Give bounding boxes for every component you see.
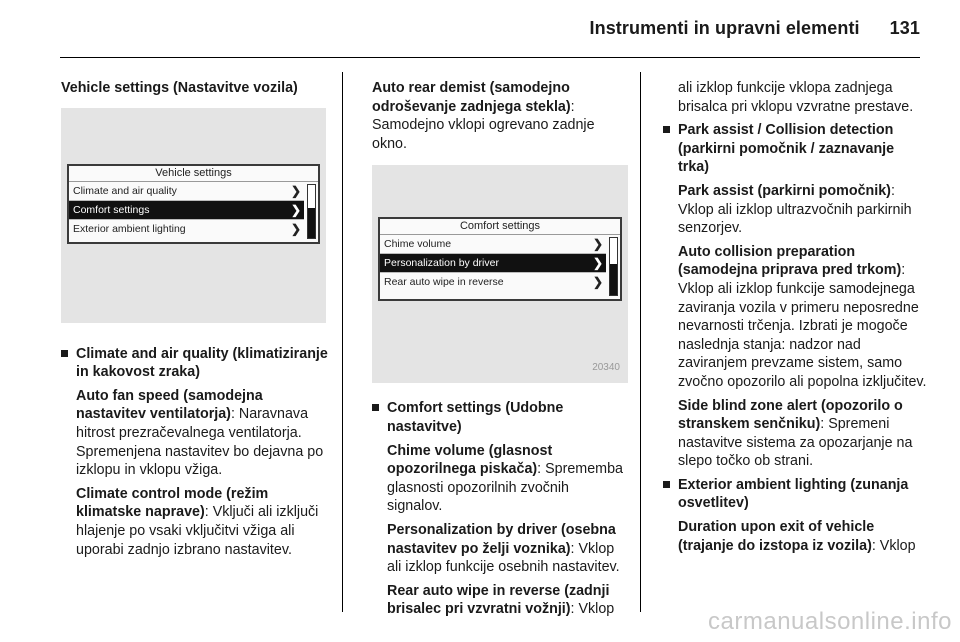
display-screen: [67, 164, 320, 244]
column-divider-2: [640, 72, 641, 612]
scrollbar: [307, 184, 316, 239]
menu-item-label: Personalization by driver: [384, 257, 499, 270]
paragraph-blind-zone: [663, 397, 928, 471]
term: Side blind zone alert (opozorilo o stranskem senčniku): [678, 397, 903, 433]
page-number: 131: [889, 18, 920, 38]
description: : Spremeni nastavitve sistema za opozarjanje na slepo točko ob strani.: [678, 416, 913, 470]
bullet-exterior-lighting: Exterior ambient lighting (zunanja osvetlitev): [663, 476, 928, 513]
description: : Vključi ali izključi hlajenje po vsaki vključitvi vžiga ali uporabi zadnjo izbrano nastavitev.: [76, 504, 319, 558]
screen-title: Comfort settings: [380, 219, 620, 235]
chevron-right-icon: ❯: [290, 183, 301, 198]
column-3: [663, 79, 928, 560]
page-header: [590, 18, 921, 39]
bullet-park-assist: Park assist / Collision detection (parkirni pomočnik / zaznavanje trka): [663, 121, 928, 177]
term: Duration upon exit of vehicle (trajanje do izstopa iz vozila): [678, 519, 875, 554]
paragraph-auto-fan: [61, 387, 329, 480]
term: Rear auto wipe in reverse (zadnji brisalec pri vzvratni vožnji): [387, 582, 610, 618]
chevron-right-icon: ❯: [592, 237, 603, 252]
section-title: Vehicle settings (Nastavitve vozila): [61, 80, 298, 96]
comfort-settings-figure: [372, 165, 628, 383]
chevron-right-icon: ❯: [592, 275, 603, 290]
menu-item-label: Climate and air quality: [73, 184, 177, 197]
display-screen: [378, 217, 622, 301]
scrollbar-thumb: [610, 264, 617, 295]
column-1: [61, 79, 329, 564]
vehicle-settings-figure: [61, 108, 326, 323]
header-divider: [60, 57, 920, 58]
description: : Vklop ali izklop ultrazvočnih parkirnih senzorjev.: [678, 182, 912, 237]
paragraph-continued: ali izklop funkcije vklopa zadnjega brisalca pri vklopu vzvratne prestave.: [678, 80, 914, 115]
paragraph-park-assist: [663, 182, 928, 238]
term: Auto collision preparation (samodejna priprava pred trkom): [678, 243, 902, 279]
menu-item-personalization: [380, 254, 606, 273]
description: : Vklop ali izklop funkcije osebnih nastavitev.: [387, 540, 620, 576]
paragraph-personalization: [372, 521, 628, 577]
bullet-comfort: Comfort settings (Udobne nastavitve): [372, 399, 628, 436]
scrollbar: [609, 237, 618, 296]
column-divider-1: [342, 72, 343, 612]
screen-title: Vehicle settings: [69, 166, 318, 182]
description: : Vklop ali izklop funkcije samodejnega zaviranja vozila v primeru neposredne nevarnosti trčenja. Izbrati je mogoče naslednja stanja: nadzor nad zaviranjem prevzame sistem, samo zvočno opozorilo ali popolna izključitev.: [678, 262, 927, 390]
watermark: carmanualsonline.info: [708, 608, 952, 635]
description: : Vklop: [871, 537, 916, 554]
scrollbar-thumb: [308, 208, 315, 237]
paragraph-collision-prep: [663, 243, 928, 392]
column-2: [372, 79, 628, 624]
menu-item-exterior-lighting: [69, 220, 304, 238]
term: Auto rear demist (samodejno odroševanje zadnjega stekla): [372, 80, 571, 115]
menu-item-label: Comfort settings: [73, 203, 150, 216]
term: Auto fan speed (samodejna nastavitev ventilatorja): [76, 387, 263, 423]
menu-item-label: Exterior ambient lighting: [73, 222, 186, 235]
menu-item-climate: [69, 182, 304, 201]
menu-item-label: Chime volume: [384, 238, 452, 251]
figure-number: 20340: [592, 361, 620, 373]
term: Chime volume (glasnost opozorilnega piskača): [387, 442, 553, 478]
menu-item-rear-wipe: [380, 273, 606, 291]
menu-item-comfort: [69, 201, 304, 220]
bullet-climate: Climate and air quality (klimatiziranje in kakovost zraka): [61, 345, 329, 382]
menu-item-chime-volume: [380, 235, 606, 254]
paragraph-exit-duration: [663, 518, 928, 555]
paragraph-rear-wipe: [372, 582, 628, 619]
chevron-right-icon: ❯: [290, 202, 301, 217]
chevron-right-icon: ❯: [290, 221, 301, 236]
description: : Vklop: [570, 601, 615, 618]
menu-item-label: Rear auto wipe in reverse: [384, 276, 504, 289]
term: Personalization by driver (osebna nastavitev po želji voznika): [387, 521, 616, 557]
paragraph-rear-demist: [372, 79, 628, 153]
term: Climate control mode (režim klimatske naprave): [76, 485, 269, 521]
paragraph-chime: [372, 442, 628, 516]
chevron-right-icon: ❯: [592, 256, 603, 271]
description: : Naravnava hitrost prezračevalnega ventilatorja. Spremenjena nastavitev bo dejavna po izklopu in vklopu vžiga.: [76, 406, 324, 479]
paragraph-climate-mode: [61, 485, 329, 559]
description: : Samodejno vklopi ogrevano zadnje okno.: [372, 98, 595, 152]
header-title: Instrumenti in upravni elementi: [589, 18, 860, 38]
description: : Sprememba glasnosti opozorilnih zvočnih signalov.: [387, 461, 623, 515]
term: Park assist (parkirni pomočnik): [678, 182, 891, 199]
